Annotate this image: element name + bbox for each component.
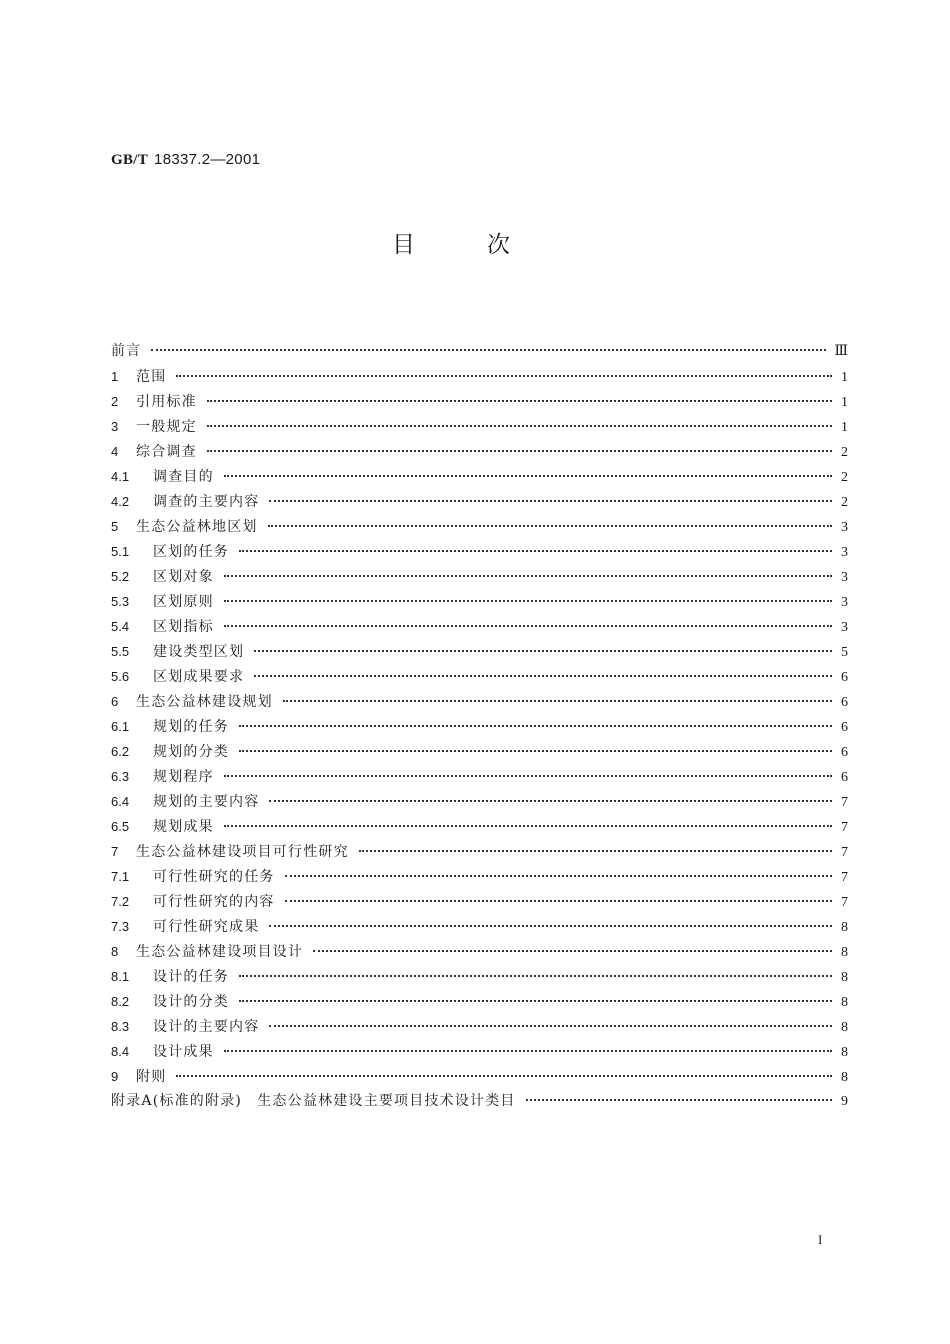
- toc-entry-label: 规划的主要内容: [153, 794, 260, 810]
- toc-entry-page: 9: [841, 1094, 848, 1109]
- standard-prefix: GB/T: [111, 152, 149, 168]
- toc-entry-page: 3: [841, 620, 848, 635]
- toc-entry-page: 1: [841, 395, 848, 410]
- toc-entry-number: 5.1: [111, 544, 130, 559]
- toc-entry-label: 区划对象: [153, 569, 214, 585]
- toc-entry[interactable]: [111, 389, 848, 414]
- dot-leader: [526, 1099, 832, 1101]
- toc-entry-label: 设计成果: [153, 1044, 214, 1060]
- toc-entry-page: 2: [841, 445, 848, 460]
- toc-entry-label: 设计的分类: [153, 994, 229, 1010]
- dot-leader: [268, 525, 832, 527]
- toc-entry[interactable]: [111, 1014, 848, 1039]
- toc-entry-page: 6: [841, 745, 848, 760]
- toc-entry[interactable]: [111, 739, 848, 764]
- toc-entry[interactable]: [111, 1039, 848, 1064]
- toc-entry-number: 6.2: [111, 744, 130, 759]
- toc-entry[interactable]: [111, 789, 848, 814]
- dot-leader: [224, 775, 832, 777]
- dot-leader: [207, 400, 832, 402]
- dot-leader: [283, 700, 832, 702]
- dot-leader: [239, 725, 832, 727]
- toc-entry-number: 8: [111, 944, 119, 959]
- toc-entry-label: 综合调查: [136, 444, 197, 460]
- toc-entry[interactable]: [111, 689, 848, 714]
- toc-entry-number: 6.3: [111, 769, 130, 784]
- toc-entry-number: 7.1: [111, 869, 130, 884]
- toc-entry-page: 2: [841, 470, 848, 485]
- dot-leader: [254, 650, 832, 652]
- toc-entry-page: 3: [841, 595, 848, 610]
- toc-entry[interactable]: [111, 464, 848, 489]
- dot-leader: [207, 425, 832, 427]
- toc-entry[interactable]: [111, 1089, 848, 1114]
- dot-leader: [313, 950, 832, 952]
- toc-entry-label: 区划成果要求: [153, 669, 245, 685]
- toc-entry[interactable]: [111, 364, 848, 389]
- toc-entry-page: 3: [841, 570, 848, 585]
- toc-entry-page: 7: [841, 795, 848, 810]
- toc-entry-page: 3: [841, 520, 848, 535]
- dot-leader: [224, 600, 832, 602]
- toc-entry-number: 8.4: [111, 1044, 130, 1059]
- toc-entry-number: 7.2: [111, 894, 130, 909]
- toc-entry-page: 8: [841, 945, 848, 960]
- toc-entry-label: 引用标准: [136, 394, 197, 410]
- toc-entry-label: 可行性研究的任务: [153, 869, 275, 885]
- toc-entry-label: 规划程序: [153, 769, 214, 785]
- toc-entry-page: 7: [841, 895, 848, 910]
- toc-entry-label: 可行性研究的内容: [153, 894, 275, 910]
- toc-entry[interactable]: [111, 989, 848, 1014]
- dot-leader: [176, 1075, 832, 1077]
- toc-entry-number: 3: [111, 419, 119, 434]
- toc-entry-page: 8: [841, 1020, 848, 1035]
- toc-entry-label: 生态公益林地区划: [136, 519, 258, 535]
- toc-entry-number: 2: [111, 394, 119, 409]
- toc-entry-label: 调查目的: [153, 469, 214, 485]
- dot-leader: [176, 375, 832, 377]
- toc-entry-number: 5.3: [111, 594, 130, 609]
- toc-entry-number: 8.3: [111, 1019, 130, 1034]
- toc-entry[interactable]: [111, 489, 848, 514]
- dot-leader: [224, 1050, 832, 1052]
- toc-entry-page: Ⅲ: [834, 344, 848, 359]
- toc-entry-page: 7: [841, 845, 848, 860]
- toc-entry-label: 区划指标: [153, 619, 214, 635]
- toc-entry-page: 5: [841, 645, 848, 660]
- toc-entry[interactable]: [111, 564, 848, 589]
- toc-entry-page: 8: [841, 1045, 848, 1060]
- toc-entry[interactable]: [111, 764, 848, 789]
- dot-leader: [224, 825, 832, 827]
- toc-entry-label: 区划原则: [153, 594, 214, 610]
- toc-entry[interactable]: [111, 814, 848, 839]
- dot-leader: [269, 800, 832, 802]
- dot-leader: [207, 450, 832, 452]
- toc-entry[interactable]: [111, 939, 848, 964]
- dot-leader: [285, 900, 832, 902]
- toc-entry-label: 规划的任务: [153, 719, 229, 735]
- toc-entry[interactable]: [111, 414, 848, 439]
- page-number: I: [818, 1232, 823, 1247]
- toc-entry-number: 5.2: [111, 569, 130, 584]
- toc-entry-number: 1: [111, 369, 119, 384]
- toc-entry-label: 生态公益林建设规划: [136, 694, 273, 710]
- toc-entry-page: 6: [841, 695, 848, 710]
- toc-entry-number: 6: [111, 694, 119, 709]
- dot-leader: [224, 575, 832, 577]
- dot-leader: [239, 550, 832, 552]
- toc-entry-page: 2: [841, 495, 848, 510]
- dot-leader: [239, 975, 832, 977]
- dot-leader: [285, 875, 832, 877]
- toc-entry-label: 附录A(标准的附录) 生态公益林建设主要项目技术设计类目: [111, 1093, 516, 1109]
- toc-entry-label: 可行性研究成果: [153, 919, 260, 935]
- toc-entry-number: 7.3: [111, 919, 130, 934]
- toc-entry-page: 8: [841, 920, 848, 935]
- toc-entry-label: 区划的任务: [153, 544, 229, 560]
- toc-entry[interactable]: [111, 589, 848, 614]
- toc-entry-number: 4: [111, 444, 119, 459]
- dot-leader: [151, 349, 826, 351]
- dot-leader: [269, 1025, 832, 1027]
- dot-leader: [254, 675, 832, 677]
- toc-entry[interactable]: [111, 889, 848, 914]
- toc-entry-label: 建设类型区划: [153, 644, 245, 660]
- standard-code: [111, 150, 260, 169]
- toc-entry-number: 5.6: [111, 669, 130, 684]
- toc-entry-number: 6.1: [111, 719, 130, 734]
- dot-leader: [359, 850, 832, 852]
- toc-entry-label: 设计的主要内容: [153, 1019, 260, 1035]
- toc-entry-label: 生态公益林建设项目可行性研究: [136, 844, 349, 860]
- toc-entry[interactable]: [111, 514, 848, 539]
- toc-entry-label: 生态公益林建设项目设计: [136, 944, 304, 960]
- toc-entry[interactable]: [111, 839, 848, 864]
- toc-entry-label: 调查的主要内容: [153, 494, 260, 510]
- toc-entry[interactable]: [111, 714, 848, 739]
- dot-leader: [224, 475, 832, 477]
- toc-entry[interactable]: [111, 614, 848, 639]
- toc-entry-number: 6.5: [111, 819, 130, 834]
- toc-entry-page: 7: [841, 870, 848, 885]
- page-title: 目次: [392, 232, 582, 258]
- dot-leader: [239, 750, 832, 752]
- toc-entry[interactable]: [111, 639, 848, 664]
- toc-entry-number: 4.2: [111, 494, 130, 509]
- toc-entry[interactable]: [111, 539, 848, 564]
- toc-entry-number: 9: [111, 1069, 119, 1084]
- toc-entry-page: 8: [841, 1070, 848, 1085]
- toc-entry-page: 3: [841, 545, 848, 560]
- toc-entry-label: 一般规定: [136, 419, 197, 435]
- toc-entry-page: 8: [841, 970, 848, 985]
- toc-entry-label: 范围: [136, 369, 167, 385]
- toc-entry-label: 规划的分类: [153, 744, 229, 760]
- toc-entry-label: 规划成果: [153, 819, 214, 835]
- toc-entry-page: 1: [841, 370, 848, 385]
- toc-entry-number: 4.1: [111, 469, 130, 484]
- toc-entry-page: 6: [841, 670, 848, 685]
- table-of-contents: [111, 339, 848, 1114]
- toc-entry-number: 8.2: [111, 994, 130, 1009]
- toc-entry-label: 附则: [136, 1069, 167, 1085]
- toc-entry-number: 5.5: [111, 644, 130, 659]
- toc-entry[interactable]: [111, 439, 848, 464]
- toc-entry-number: 6.4: [111, 794, 130, 809]
- toc-entry-number: 5.4: [111, 619, 130, 634]
- standard-number: 18337.2—2001: [154, 151, 261, 168]
- toc-entry-number: 5: [111, 519, 119, 534]
- toc-entry[interactable]: [111, 964, 848, 989]
- toc-entry-page: 7: [841, 820, 848, 835]
- toc-entry[interactable]: [111, 339, 848, 364]
- dot-leader: [269, 500, 832, 502]
- toc-entry[interactable]: [111, 1064, 848, 1089]
- toc-entry-page: 6: [841, 770, 848, 785]
- toc-entry-page: 8: [841, 995, 848, 1010]
- toc-entry-label: 设计的任务: [153, 969, 229, 985]
- toc-entry[interactable]: [111, 914, 848, 939]
- toc-entry-page: 6: [841, 720, 848, 735]
- toc-entry-number: 7: [111, 844, 119, 859]
- toc-entry-label: 前言: [111, 343, 142, 359]
- dot-leader: [239, 1000, 832, 1002]
- dot-leader: [269, 925, 832, 927]
- dot-leader: [224, 625, 832, 627]
- toc-entry-number: 8.1: [111, 969, 130, 984]
- toc-entry-page: 1: [841, 420, 848, 435]
- toc-entry[interactable]: [111, 664, 848, 689]
- toc-entry[interactable]: [111, 864, 848, 889]
